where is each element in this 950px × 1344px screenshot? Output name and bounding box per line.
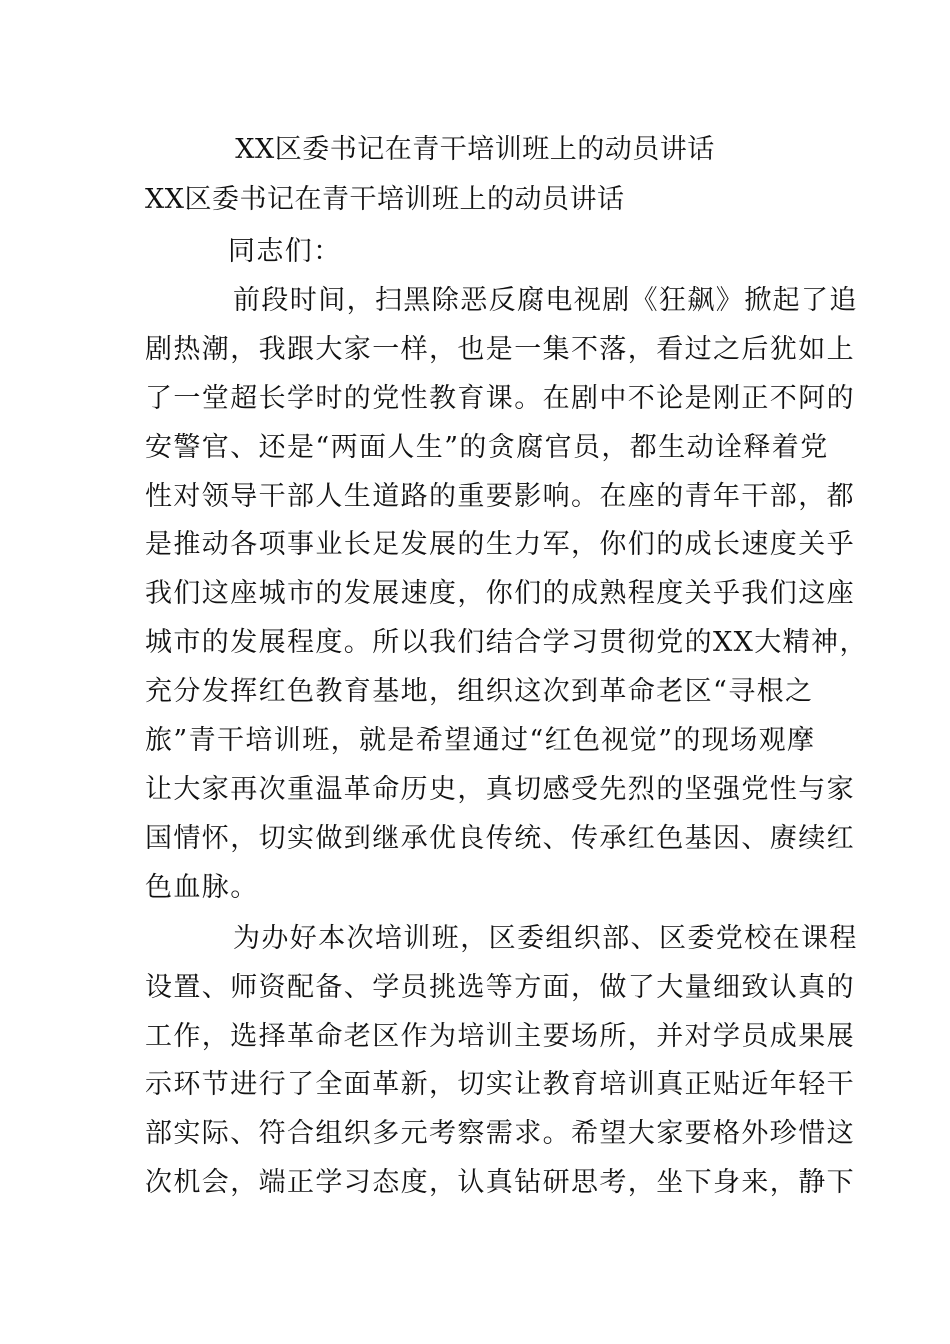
paragraph-line: 旅”青干培训班，就是希望通过“红色视觉”的现场观摩: [145, 725, 816, 757]
document-body: [145, 228, 868, 1208]
paragraph-line: 设置、师资配备、学员挑选等方面，做了大量细致认真的: [145, 971, 855, 1003]
paragraph-line: 色血脉。: [145, 871, 259, 903]
paragraph-line: 了一堂超长学时的党性教育课。在剧中不论是刚正不阿的: [145, 382, 855, 414]
paragraph-line: 性对领导干部人生道路的重要影响。在座的青年干部，都: [145, 480, 855, 512]
paragraph-line: 工作，选择革命老区作为培训主要场所，并对学员成果展: [145, 1020, 855, 1052]
paragraph-line: 让大家再次重温革命历史，真切感受先烈的坚强党性与家: [145, 773, 855, 805]
paragraph-line: 城市的发展程度。所以我们结合学习贯彻党的XX大精神，: [145, 627, 868, 659]
paragraph-line: 剧热潮，我跟大家一样，也是一集不落，看过之后犹如上: [145, 333, 855, 365]
paragraph-line: 我们这座城市的发展速度，你们的成熟程度关乎我们这座: [145, 578, 855, 610]
paragraph-line: 次机会，端正学习态度，认真钻研思考，坐下身来，静下: [145, 1167, 855, 1199]
document-title-left: XX区委书记在青干培训班上的动员讲话: [145, 184, 625, 215]
paragraph-line: 是推动各项事业长足发展的生力军，你们的成长速度关乎: [145, 529, 855, 561]
paragraph-line: 部实际、符合组织多元考察需求。希望大家要格外珍惜这: [145, 1118, 855, 1150]
paragraph-line: 前段时间，扫黑除恶反腐电视剧《狂飙》掀起了追: [233, 284, 858, 316]
paragraph-line: 国情怀，切实做到继承优良传统、传承红色基因、赓续红: [145, 822, 855, 854]
salutation: 同志们：: [228, 236, 342, 267]
paragraph-line: 充分发挥红色教育基地，组织这次到革命老区“寻根之: [145, 676, 814, 708]
paragraph-line: 安警官、还是“两面人生”的贪腐官员，都生动诠释着党: [145, 431, 829, 463]
paragraph-line: 示环节进行了全面革新，切实让教育培训真正贴近年轻干: [145, 1069, 855, 1101]
paragraph-2: [145, 915, 858, 1208]
paragraph-line: 为办好本次培训班，区委组织部、区委党校在课程: [233, 922, 858, 954]
paragraph-1: [145, 277, 868, 913]
document-title-centered: XX区委书记在青干培训班上的动员讲话: [235, 134, 715, 165]
